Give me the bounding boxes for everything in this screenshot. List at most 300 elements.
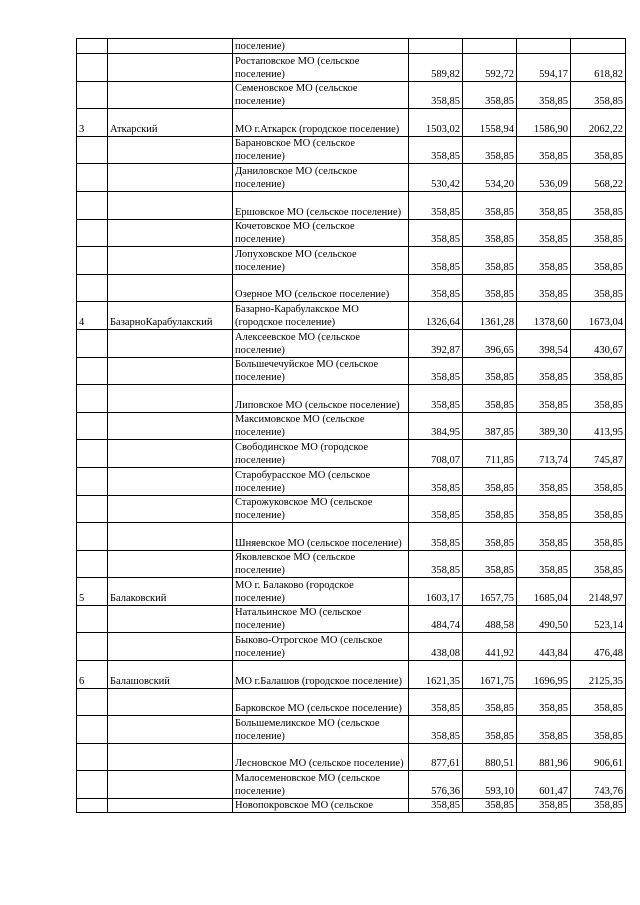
value-cell-3 xyxy=(517,495,571,523)
value-cell-3 xyxy=(517,247,571,275)
value-cell-2-text: 880,51 xyxy=(485,758,514,770)
value-cell-2 xyxy=(463,743,517,771)
table-row xyxy=(77,191,626,219)
value-cell-3-text: 713,74 xyxy=(539,454,568,466)
value-cell-1 xyxy=(409,661,463,689)
value-cell-4 xyxy=(571,247,626,275)
value-cell-4-text: 476,48 xyxy=(594,648,623,660)
value-cell-4 xyxy=(571,523,626,551)
value-cell-1-text: 384,95 xyxy=(431,427,460,439)
value-cell-2-text: 358,85 xyxy=(485,96,514,108)
value-cell-4-text: 358,85 xyxy=(594,289,623,301)
district-cell xyxy=(108,39,233,54)
value-cell-1 xyxy=(409,716,463,744)
district-cell xyxy=(108,412,233,440)
value-cell-4 xyxy=(571,54,626,82)
district-cell xyxy=(108,523,233,551)
value-cell-1 xyxy=(409,385,463,413)
value-cell-4-text: 568,22 xyxy=(594,178,623,190)
table-row xyxy=(77,385,626,413)
municipality-cell xyxy=(233,771,409,799)
value-cell-1-text: 358,85 xyxy=(431,372,460,384)
value-cell-1-text: 358,85 xyxy=(431,565,460,577)
value-cell-2 xyxy=(463,219,517,247)
value-cell-3 xyxy=(517,329,571,357)
value-cell-2-text: 358,85 xyxy=(485,510,514,522)
value-cell-4-text: 2148,97 xyxy=(588,592,623,604)
municipality-cell xyxy=(233,164,409,192)
district-cell xyxy=(108,440,233,468)
value-cell-1 xyxy=(409,495,463,523)
value-cell-1 xyxy=(409,191,463,219)
value-cell-1-text: 438,08 xyxy=(431,648,460,660)
district-cell xyxy=(108,495,233,523)
table-row xyxy=(77,771,626,799)
district-cell xyxy=(108,81,233,109)
table-row xyxy=(77,550,626,578)
value-cell-3 xyxy=(517,688,571,716)
value-cell-1 xyxy=(409,605,463,633)
value-cell-2-text: 1558,94 xyxy=(479,123,514,135)
row-number-cell xyxy=(77,661,108,689)
value-cell-3-text: 358,85 xyxy=(539,565,568,577)
row-number-cell xyxy=(77,39,108,54)
municipality-cell-text: Озерное МО (сельское поселение) xyxy=(235,289,390,301)
value-cell-4 xyxy=(571,357,626,385)
row-number-cell xyxy=(77,771,108,799)
municipality-cell-text: Барановское МО (сельское поселение) xyxy=(235,138,356,163)
row-number-cell xyxy=(77,274,108,302)
district-cell xyxy=(108,771,233,799)
value-cell-4-text: 2125,35 xyxy=(588,675,623,687)
value-cell-1-text: 358,85 xyxy=(431,703,460,715)
value-cell-1-text: 358,85 xyxy=(431,399,460,411)
value-cell-3-text: 358,85 xyxy=(539,800,568,812)
municipality-cell-text: Большемеликское МО (сельское поселение) xyxy=(235,717,380,742)
table-row xyxy=(77,716,626,744)
value-cell-4 xyxy=(571,467,626,495)
value-cell-2-text: 358,85 xyxy=(485,800,514,812)
value-cell-4 xyxy=(571,219,626,247)
value-cell-1-text: 576,36 xyxy=(431,786,460,798)
value-cell-2 xyxy=(463,329,517,357)
value-cell-1 xyxy=(409,771,463,799)
value-cell-4 xyxy=(571,164,626,192)
value-cell-1 xyxy=(409,136,463,164)
value-cell-1 xyxy=(409,81,463,109)
value-cell-1-text: 392,87 xyxy=(431,344,460,356)
value-cell-3 xyxy=(517,771,571,799)
municipality-cell xyxy=(233,743,409,771)
municipality-cell xyxy=(233,440,409,468)
district-cell xyxy=(108,688,233,716)
table-row xyxy=(77,109,626,137)
value-cell-3-text: 358,85 xyxy=(539,289,568,301)
row-number-cell xyxy=(77,191,108,219)
value-cell-2 xyxy=(463,633,517,661)
municipality-cell-text: Яковлевское МО (сельское поселение) xyxy=(235,552,356,577)
value-cell-4 xyxy=(571,771,626,799)
value-cell-1-text: 358,85 xyxy=(431,206,460,218)
value-cell-2 xyxy=(463,81,517,109)
value-cell-4 xyxy=(571,81,626,109)
municipality-cell-text: Лопуховское МО (сельское поселение) xyxy=(235,248,357,273)
municipality-cell xyxy=(233,523,409,551)
value-cell-3 xyxy=(517,39,571,54)
row-number-cell-text: 6 xyxy=(79,675,85,687)
value-cell-3 xyxy=(517,467,571,495)
value-cell-1-text: 358,85 xyxy=(431,261,460,273)
table-body xyxy=(77,39,626,813)
value-cell-4 xyxy=(571,329,626,357)
value-cell-4 xyxy=(571,495,626,523)
value-cell-1-text: 484,74 xyxy=(431,620,460,632)
district-cell xyxy=(108,274,233,302)
value-cell-3-text: 358,85 xyxy=(539,234,568,246)
value-cell-3-text: 358,85 xyxy=(539,96,568,108)
value-cell-1 xyxy=(409,578,463,606)
value-cell-1 xyxy=(409,799,463,813)
row-number-cell xyxy=(77,633,108,661)
table-row xyxy=(77,274,626,302)
value-cell-4-text: 358,85 xyxy=(594,800,623,812)
table-row xyxy=(77,329,626,357)
municipality-cell-text: Базарно-Карабулакское МО (городское поселение) xyxy=(235,303,359,328)
value-cell-4-text: 413,95 xyxy=(594,427,623,439)
value-cell-1-text: 358,85 xyxy=(431,800,460,812)
value-cell-3-text: 358,85 xyxy=(539,399,568,411)
municipality-cell-text: Максимовское МО (сельское поселение) xyxy=(235,414,365,439)
municipality-cell-text: Барковское МО (сельское поселение) xyxy=(235,703,402,715)
value-cell-3-text: 1696,95 xyxy=(533,675,568,687)
table-row xyxy=(77,164,626,192)
row-number-cell xyxy=(77,716,108,744)
table-row xyxy=(77,743,626,771)
row-number-cell xyxy=(77,136,108,164)
value-cell-3 xyxy=(517,578,571,606)
district-cell xyxy=(108,385,233,413)
value-cell-4 xyxy=(571,136,626,164)
value-cell-3 xyxy=(517,357,571,385)
table-row xyxy=(77,578,626,606)
value-cell-3-text: 358,85 xyxy=(539,206,568,218)
value-cell-3-text: 358,85 xyxy=(539,537,568,549)
municipality-cell-text: Семеновское МО (сельское поселение) xyxy=(235,83,358,108)
table-row xyxy=(77,302,626,330)
value-cell-4-text: 358,85 xyxy=(594,730,623,742)
row-number-cell xyxy=(77,550,108,578)
row-number-cell-text: 4 xyxy=(79,316,85,328)
value-cell-1 xyxy=(409,467,463,495)
value-cell-1 xyxy=(409,39,463,54)
municipality-cell-text: Малосеменовское МО (сельское поселение) xyxy=(235,773,381,798)
value-cell-4-text: 358,85 xyxy=(594,261,623,273)
value-cell-4-text: 743,76 xyxy=(594,786,623,798)
value-cell-4 xyxy=(571,440,626,468)
district-cell xyxy=(108,799,233,813)
municipality-cell xyxy=(233,136,409,164)
value-cell-1-text: 358,85 xyxy=(431,96,460,108)
value-cell-3-text: 358,85 xyxy=(539,482,568,494)
value-cell-3-text: 1378,60 xyxy=(533,316,568,328)
value-cell-2-text: 1361,28 xyxy=(479,316,514,328)
value-cell-3 xyxy=(517,605,571,633)
value-cell-3 xyxy=(517,799,571,813)
municipality-cell xyxy=(233,219,409,247)
value-cell-2 xyxy=(463,274,517,302)
municipality-cell-text: МО г. Балаково (городское поселение) xyxy=(235,579,354,604)
district-cell xyxy=(108,743,233,771)
row-number-cell-text: 3 xyxy=(79,123,85,135)
row-number-cell xyxy=(77,467,108,495)
value-cell-3 xyxy=(517,274,571,302)
municipality-cell xyxy=(233,191,409,219)
municipality-cell xyxy=(233,357,409,385)
value-cell-3 xyxy=(517,440,571,468)
value-cell-3-text: 490,50 xyxy=(539,620,568,632)
row-number-cell xyxy=(77,109,108,137)
district-cell xyxy=(108,164,233,192)
municipality-cell xyxy=(233,302,409,330)
value-cell-2-text: 358,85 xyxy=(485,730,514,742)
value-cell-2-text: 358,85 xyxy=(485,482,514,494)
table-row xyxy=(77,523,626,551)
table-row xyxy=(77,440,626,468)
municipality-cell xyxy=(233,412,409,440)
municipality-cell-text: МО г.Балашов (городское поселение) xyxy=(235,675,402,687)
municipality-cell xyxy=(233,633,409,661)
value-cell-3 xyxy=(517,385,571,413)
value-cell-2 xyxy=(463,357,517,385)
value-cell-2-text: 534,20 xyxy=(485,178,514,190)
value-cell-3-text: 1586,90 xyxy=(533,123,568,135)
value-cell-4-text: 358,85 xyxy=(594,206,623,218)
value-cell-2 xyxy=(463,799,517,813)
value-cell-4 xyxy=(571,605,626,633)
value-cell-4-text: 358,85 xyxy=(594,703,623,715)
value-cell-2-text: 358,85 xyxy=(485,206,514,218)
value-cell-1 xyxy=(409,329,463,357)
value-cell-1-text: 530,42 xyxy=(431,178,460,190)
district-cell xyxy=(108,247,233,275)
value-cell-1 xyxy=(409,743,463,771)
value-cell-1 xyxy=(409,440,463,468)
value-cell-4-text: 358,85 xyxy=(594,399,623,411)
value-cell-3 xyxy=(517,743,571,771)
value-cell-2-text: 488,58 xyxy=(485,620,514,632)
value-cell-2-text: 387,85 xyxy=(485,427,514,439)
value-cell-2 xyxy=(463,661,517,689)
municipality-cell xyxy=(233,799,409,813)
value-cell-3 xyxy=(517,523,571,551)
value-cell-4-text: 358,85 xyxy=(594,151,623,163)
municipality-cell xyxy=(233,81,409,109)
value-cell-1-text: 589,82 xyxy=(431,68,460,80)
row-number-cell xyxy=(77,164,108,192)
value-cell-1-text: 1603,17 xyxy=(425,592,460,604)
value-cell-3-text: 358,85 xyxy=(539,703,568,715)
row-number-cell xyxy=(77,523,108,551)
value-cell-2 xyxy=(463,495,517,523)
row-number-cell xyxy=(77,219,108,247)
municipality-cell-text: поселение) xyxy=(235,41,285,52)
table-row xyxy=(77,39,626,54)
table-row xyxy=(77,412,626,440)
value-cell-3 xyxy=(517,633,571,661)
row-number-cell xyxy=(77,329,108,357)
value-cell-1 xyxy=(409,247,463,275)
municipality-cell-text: Свободинское МО (городское поселение) xyxy=(235,441,369,466)
value-cell-1-text: 358,85 xyxy=(431,537,460,549)
row-number-cell xyxy=(77,54,108,82)
value-cell-1 xyxy=(409,550,463,578)
district-cell xyxy=(108,191,233,219)
value-cell-3-text: 443,84 xyxy=(539,648,568,660)
row-number-cell xyxy=(77,302,108,330)
value-cell-1-text: 1326,64 xyxy=(425,316,460,328)
value-cell-3-text: 389,30 xyxy=(539,427,568,439)
value-cell-2 xyxy=(463,578,517,606)
municipality-cell-text: Шняевское МО (сельское поселение) xyxy=(235,537,402,549)
value-cell-4-text: 523,14 xyxy=(594,620,623,632)
municipality-cell xyxy=(233,274,409,302)
district-cell xyxy=(108,467,233,495)
value-cell-4 xyxy=(571,578,626,606)
table-row xyxy=(77,633,626,661)
district-cell xyxy=(108,329,233,357)
district-cell xyxy=(108,578,233,606)
value-cell-2-text: 358,85 xyxy=(485,289,514,301)
value-cell-1-text: 358,85 xyxy=(431,234,460,246)
table-row xyxy=(77,661,626,689)
value-cell-4 xyxy=(571,302,626,330)
value-cell-2 xyxy=(463,412,517,440)
value-cell-1-text: 1621,35 xyxy=(425,675,460,687)
municipality-cell xyxy=(233,495,409,523)
value-cell-3 xyxy=(517,81,571,109)
value-cell-4-text: 358,85 xyxy=(594,372,623,384)
value-cell-1-text: 358,85 xyxy=(431,289,460,301)
value-cell-2 xyxy=(463,385,517,413)
value-cell-1-text: 358,85 xyxy=(431,151,460,163)
value-cell-3 xyxy=(517,54,571,82)
value-cell-4-text: 430,67 xyxy=(594,344,623,356)
value-cell-2 xyxy=(463,109,517,137)
row-number-cell xyxy=(77,81,108,109)
district-cell xyxy=(108,661,233,689)
table-row xyxy=(77,357,626,385)
value-cell-4 xyxy=(571,799,626,813)
row-number-cell xyxy=(77,495,108,523)
value-cell-2 xyxy=(463,440,517,468)
row-number-cell xyxy=(77,743,108,771)
value-cell-1 xyxy=(409,164,463,192)
municipality-cell-text: Ростаповское МО (сельское поселение) xyxy=(235,55,360,80)
value-cell-3 xyxy=(517,716,571,744)
value-cell-3-text: 536,09 xyxy=(539,178,568,190)
municipality-cell xyxy=(233,550,409,578)
value-cell-3-text: 1685,04 xyxy=(533,592,568,604)
value-cell-4 xyxy=(571,550,626,578)
value-cell-4-text: 618,82 xyxy=(594,68,623,80)
value-cell-1-text: 708,07 xyxy=(431,454,460,466)
table-row xyxy=(77,81,626,109)
value-cell-4-text: 358,85 xyxy=(594,537,623,549)
tariff-table xyxy=(76,38,626,813)
value-cell-4-text: 358,85 xyxy=(594,510,623,522)
value-cell-2 xyxy=(463,467,517,495)
municipality-cell-text: Натальинское МО (сельское поселение) xyxy=(235,607,362,632)
value-cell-4 xyxy=(571,412,626,440)
table-row xyxy=(77,219,626,247)
value-cell-1-text: 877,61 xyxy=(431,758,460,770)
value-cell-3-text: 601,47 xyxy=(539,786,568,798)
value-cell-4 xyxy=(571,743,626,771)
value-cell-2-text: 358,85 xyxy=(485,151,514,163)
value-cell-4 xyxy=(571,274,626,302)
value-cell-4 xyxy=(571,633,626,661)
row-number-cell xyxy=(77,247,108,275)
value-cell-3 xyxy=(517,219,571,247)
value-cell-3-text: 358,85 xyxy=(539,151,568,163)
value-cell-2-text: 1671,75 xyxy=(479,675,514,687)
value-cell-4 xyxy=(571,661,626,689)
table-row xyxy=(77,605,626,633)
municipality-cell xyxy=(233,385,409,413)
table-row xyxy=(77,495,626,523)
value-cell-3 xyxy=(517,412,571,440)
table-row xyxy=(77,688,626,716)
value-cell-1-text: 358,85 xyxy=(431,510,460,522)
municipality-cell-text: МО г.Аткарск (городское поселение) xyxy=(235,123,400,135)
municipality-cell xyxy=(233,54,409,82)
row-number-cell xyxy=(77,688,108,716)
value-cell-4-text: 906,61 xyxy=(594,758,623,770)
value-cell-3-text: 881,96 xyxy=(539,758,568,770)
value-cell-4 xyxy=(571,39,626,54)
table-row xyxy=(77,799,626,813)
value-cell-1 xyxy=(409,54,463,82)
district-cell xyxy=(108,219,233,247)
municipality-cell-text: Ершовское МО (сельское поселение) xyxy=(235,206,402,218)
row-number-cell xyxy=(77,412,108,440)
value-cell-2 xyxy=(463,54,517,82)
value-cell-2-text: 358,85 xyxy=(485,537,514,549)
value-cell-3 xyxy=(517,164,571,192)
value-cell-3-text: 358,85 xyxy=(539,730,568,742)
table-row xyxy=(77,54,626,82)
value-cell-4-text: 358,85 xyxy=(594,482,623,494)
district-cell-text: Аткарский xyxy=(110,123,158,135)
value-cell-1 xyxy=(409,357,463,385)
row-number-cell xyxy=(77,799,108,813)
value-cell-3-text: 358,85 xyxy=(539,372,568,384)
value-cell-3 xyxy=(517,191,571,219)
district-cell xyxy=(108,605,233,633)
district-cell xyxy=(108,357,233,385)
value-cell-2 xyxy=(463,523,517,551)
value-cell-2 xyxy=(463,191,517,219)
value-cell-2 xyxy=(463,550,517,578)
value-cell-2 xyxy=(463,247,517,275)
value-cell-3 xyxy=(517,109,571,137)
municipality-cell-text: Большечечуйское МО (сельское поселение) xyxy=(235,359,379,384)
municipality-cell xyxy=(233,39,409,54)
value-cell-3-text: 594,17 xyxy=(539,68,568,80)
value-cell-2-text: 358,85 xyxy=(485,261,514,273)
municipality-cell-text: Лесновское МО (сельское поселение) xyxy=(235,758,404,770)
value-cell-3 xyxy=(517,550,571,578)
